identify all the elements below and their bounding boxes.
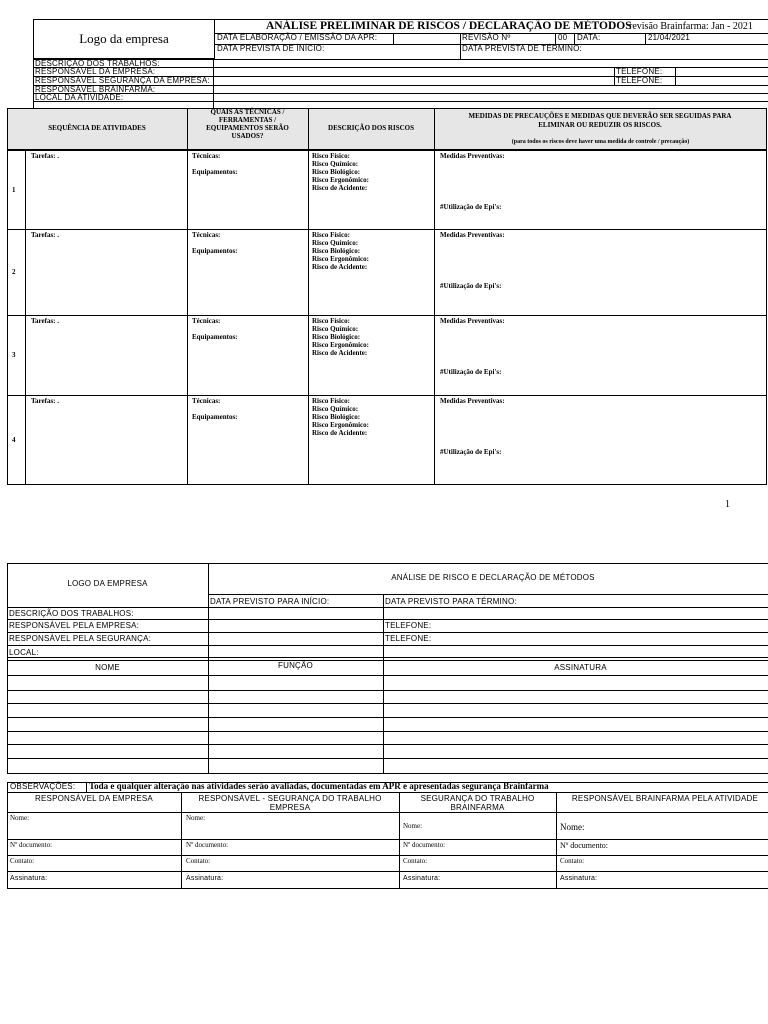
data-prevista-termino-label: DATA PREVISTA DE TÉRMINO: [462,44,582,53]
sig-assinatura-3: Assinatura: [403,875,441,882]
riscos-list: Risco Físico: Risco Químico: Risco Biológico: Risco Ergonômico: Risco de Acidente: [312,152,369,192]
page2-responsavel-seguranca-label: RESPONSÁVEL PELA SEGURANÇA: [9,634,152,643]
responsavel-brainfarma-label: RESPONSÁVEL BRAINFARMA: [35,85,156,94]
sig-contato-1: Contato: [10,857,35,865]
utilizacao-epi-label: #Utilização de Epi's: [440,282,502,290]
sig-header-seguranca-brainfarma: SEGURANÇA DO TRABALHO BRAINFARMA [420,794,535,812]
equipamentos-label: Equipamentos: [192,333,238,341]
page2-data-inicio-label: DATA PREVISTO PARA INÍCIO: [210,597,330,606]
page2-telefone-label-1: TELEFONE: [385,621,432,630]
riscos-list: Risco Físico: Risco Químico: Risco Biológico: Risco Ergonômico: Risco de Acidente: [312,317,369,357]
data-value: 21/04/2021 [648,33,691,42]
sig-documento-3: Nº documento: [403,841,446,849]
name-table-row-line [7,703,768,704]
responsavel-empresa-label: RESPONSÁVEL DA EMPRESA: [35,67,156,76]
revisao-label: REVISÃO Nº [462,33,511,42]
medidas-preventivas-label: Medidas Preventivas: [440,317,505,325]
sig-documento-2: Nº documento: [186,841,229,849]
sig-header-seguranca-empresa: RESPONSÁVEL - SEGURANÇA DO TRABALHO EMPRESA [198,794,382,812]
tarefas-label: Tarefas: . [31,317,59,325]
header-medidas: MEDIDAS DE PRECAUÇÕES E MEDIDAS QUE DEVERÃO SER SEGUIDAS PARA ELIMINAR OU REDUZIR OS RISCOS. [468,112,732,129]
sig-contato-2: Contato: [186,857,211,865]
local-atividade-label: LOCAL DA ATIVIDADE: [35,93,124,102]
name-table-row-line [7,773,768,774]
equipamentos-label: Equipamentos: [192,413,238,421]
tecnicas-label: Técnicas: [192,397,221,405]
name-table-row-line [7,717,768,718]
tarefas-label: Tarefas: . [31,152,59,160]
page2-local-label: LOCAL: [9,648,39,657]
riscos-list: Risco Físico: Risco Químico: Risco Biológico: Risco Ergonômico: Risco de Acidente: [312,231,369,271]
tarefas-label: Tarefas: . [31,397,59,405]
page2-data-termino-label: DATA PREVISTO PARA TÉRMINO: [385,597,517,606]
sig-documento-1: Nº documento: [10,841,53,849]
row-number: 1 [12,186,16,194]
name-table-row-line [7,690,768,691]
sig-assinatura-2: Assinatura: [186,875,224,882]
tecnicas-label: Técnicas: [192,152,221,160]
sig-assinatura-4: Assinatura: [560,875,598,882]
data-elaboracao-label: DATA ELABORAÇÃO / EMISSÃO DA APR: [217,33,378,42]
sig-documento-4: Nº documento: [560,841,609,850]
sig-contato-4: Contato: [560,857,585,865]
name-table-row-line [7,675,768,676]
revisao-value: 00 [558,33,568,42]
observacoes-text: Toda e qualquer alteração nas atividades serão avaliadas, documentadas em APR e apresentadas segurança Brainfarma [89,781,549,791]
sig-nome-4: Nome: [560,822,585,832]
name-table-row-line [7,744,768,745]
col-nome-header: NOME [95,663,120,672]
tarefas-label: Tarefas: . [31,231,59,239]
medidas-preventivas-label: Medidas Preventivas: [440,152,505,160]
sig-nome-2: Nome: [186,814,206,822]
descricao-trabalhos-label: DESCRIÇÃO DOS TRABALHOS: [35,59,160,68]
tecnicas-label: Técnicas: [192,231,221,239]
utilizacao-epi-label: #Utilização de Epi's: [440,448,502,456]
page2-responsavel-empresa-label: RESPONSÁVEL PELA EMPRESA: [9,621,140,630]
header-tecnicas: QUAIS AS TÉCNICAS / FERRAMENTAS / EQUIPAMENTOS SERÃO USADOS? [206,108,289,140]
responsavel-seguranca-label: RESPONSÁVEL SEGURANÇA DA EMPRESA: [35,76,210,85]
sig-header-responsavel-brainfarma: RESPONSÁVEL BRAINFARMA PELA ATIVIDADE [571,794,759,803]
page2-title: ANÁLISE DE RISCO E DECLARAÇÃO DE MÉTODOS [391,573,595,582]
page2-descricao-label: DESCRIÇÃO DOS TRABALHOS: [9,609,134,618]
sig-contato-3: Contato: [403,857,428,865]
page2-logo-placeholder: LOGO DA EMPRESA [67,579,148,588]
sig-nome-3: Nome: [403,822,423,830]
document-title: ANÁLISE PRELIMINAR DE RISCOS / DECLARAÇÃO DE MÉTODOS [266,20,632,32]
utilizacao-epi-label: #Utilização de Epi's: [440,203,502,211]
sig-assinatura-1: Assinatura: [10,875,48,882]
medidas-preventivas-label: Medidas Preventivas: [440,397,505,405]
header-sequencia: SEQUÊNCIA DE ATIVIDADES [48,124,146,132]
page-number: 1 [725,499,730,510]
sig-header-responsavel-empresa: RESPONSÁVEL DA EMPRESA [35,794,153,803]
row-number: 3 [12,351,16,359]
tecnicas-label: Técnicas: [192,317,221,325]
row-number: 2 [12,268,16,276]
sig-nome-1: Nome: [10,814,30,822]
medidas-preventivas-label: Medidas Preventivas: [440,231,505,239]
equipamentos-label: Equipamentos: [192,168,238,176]
observacoes-label: OBSERVAÇÕES: [10,782,76,791]
utilizacao-epi-label: #Utilização de Epi's: [440,368,502,376]
data-label: DATA: [577,33,601,42]
riscos-list: Risco Físico: Risco Químico: Risco Biológico: Risco Ergonômico: Risco de Acidente: [312,397,369,437]
col-funcao-header: FUNÇÃO [278,661,313,670]
data-prevista-inicio-label: DATA PREVISTA DE INÍCIO: [217,44,325,53]
header-riscos: DESCRIÇÃO DOS RISCOS [328,124,414,132]
header-medidas-note: (para todos os riscos deve haver uma medida de controle / precaução) [511,139,690,145]
col-assinatura-header: ASSINATURA [554,663,607,672]
row-number: 4 [12,436,16,444]
company-logo-placeholder: Logo da empresa [79,31,169,46]
equipamentos-label: Equipamentos: [192,247,238,255]
name-table-row-line [7,731,768,732]
page2-telefone-label-2: TELEFONE: [385,634,432,643]
telefone-label-1: TELEFONE: [616,67,663,76]
telefone-label-2: TELEFONE: [616,76,663,85]
revision-note: revisão Brainfarma: Jan - 2021 [629,21,753,32]
name-table-row-line [7,758,768,759]
